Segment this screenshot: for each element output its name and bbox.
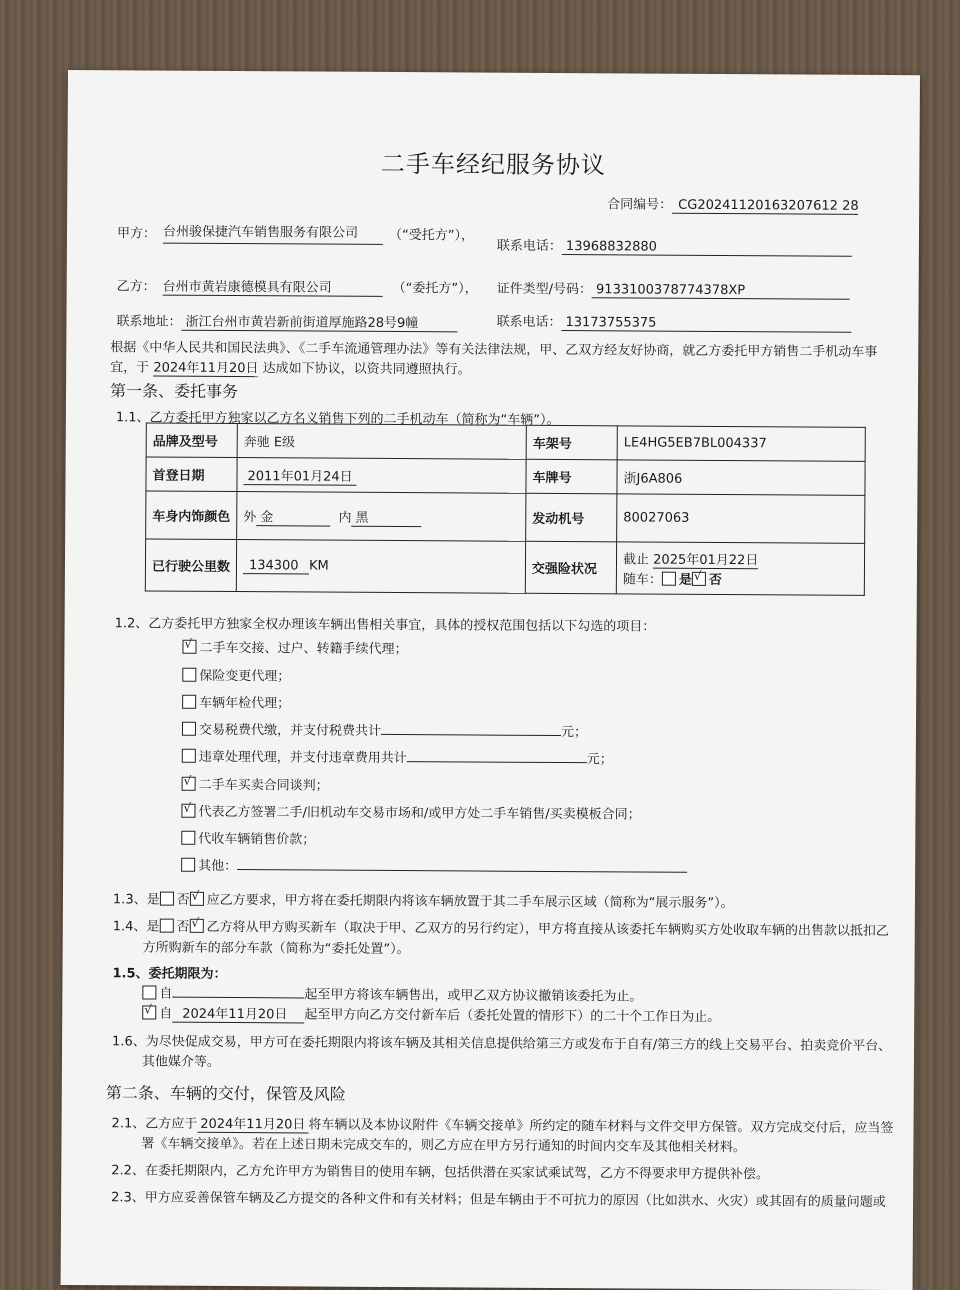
- reg-value: 2011年01月24日: [237, 458, 526, 494]
- vin-value: LE4HG5EB7BL004337: [617, 426, 865, 462]
- mileage-value: 134300 KM: [236, 540, 525, 594]
- address: 联系地址： 浙江台州市黄岩新前街道厚施路28号9幢: [116, 310, 457, 332]
- checkbox[interactable]: [182, 777, 196, 791]
- checkbox[interactable]: [182, 749, 196, 763]
- vin-label: 车架号: [526, 425, 617, 460]
- option-other[interactable]: 其他：: [181, 855, 687, 877]
- party-a-name: 台州骏保捷汽车销售服务有限公司: [163, 223, 383, 245]
- option-collect-payment[interactable]: 代收车辆销售价款；: [181, 828, 315, 848]
- checkbox[interactable]: [181, 831, 195, 845]
- clause-1-2: 1.2、乙方委托甲方独家全权办理该车辆出售相关事宜，具体的授权范围包括以下勾选的项目：: [114, 616, 656, 635]
- engine-label: 发动机号: [526, 493, 617, 542]
- option-annual-inspection[interactable]: 车辆年检代理；: [182, 692, 290, 712]
- contract-number: 合同编号： CG20241120163207612 28: [607, 197, 859, 214]
- reg-label: 首登日期: [146, 457, 237, 492]
- plate-label: 车牌号: [526, 459, 617, 494]
- engine-value: 80027063: [617, 494, 865, 544]
- party-a-role: （“受托方”），: [388, 227, 475, 244]
- option-transfer[interactable]: √二手车交接、过户、转籍手续代理；: [182, 637, 407, 657]
- showcase-no-checkbox[interactable]: [190, 892, 204, 906]
- clause-2-1: 2.1、乙方应于 2024年11月20日 将车辆以及本协议附件《车辆交接单》所约定的随车材料与文件交甲方保管。双方完成交付后，应当签: [112, 1112, 894, 1137]
- clause-1-6-line-1: 1.6、为尽快促成交易，甲方可在委托期限内将该车辆及其相关信息提供给第三方或发布于自有/第三方的线上交易平台、拍卖竞价平台、: [112, 1034, 892, 1055]
- new-car-yes-checkbox[interactable]: [159, 919, 173, 933]
- brand-label: 品牌及型号: [146, 423, 237, 458]
- insurance-yes-checkbox[interactable]: [662, 572, 676, 586]
- clause-1-5: 1.5、委托期限为：: [112, 966, 227, 982]
- plate-value: 浙J6A806: [617, 460, 865, 496]
- party-b-phone: 联系电话： 13173755375: [496, 311, 851, 333]
- clause-2-2: 2.2、在委托期限内，乙方允许甲方为销售目的使用车辆，包括供潜在买家试乘试驾，乙方不得要求甲方提供补偿。: [111, 1163, 769, 1183]
- insurance-value: 截止 2025年01月22日 随车： 是√ 否: [616, 542, 864, 596]
- intro-line-2: 宜，于 2024年11月20日 达成如下协议，以资共同遵照执行。: [110, 356, 471, 378]
- section-2-heading: 第二条、车辆的交付，保管及风险: [105, 1083, 346, 1104]
- clause-1-3: 1.3、是 否√ 应乙方要求，甲方将在委托期限内将该车辆放置于其二手车展示区域（简称为“展示服务”）。: [113, 888, 734, 911]
- clause-2-1-line-2: 署《车辆交接单》。若在上述日期未完成交车的，则乙方应在甲方另行通知的时间内交车及其他相关材料。: [141, 1136, 746, 1156]
- term-option-1: 自 起至甲方将该车辆售出，或甲乙双方协议撤销该委托为止。: [142, 982, 642, 1004]
- checkbox[interactable]: [182, 640, 196, 654]
- party-a-label: 甲方：: [116, 226, 157, 242]
- party-b-label: 乙方：: [116, 279, 156, 295]
- option-tax-payment[interactable]: 交易税费代缴，并支付税费共计 元；: [182, 719, 587, 740]
- term-option-1-checkbox[interactable]: [142, 985, 156, 999]
- checkbox[interactable]: [181, 858, 195, 872]
- option-insurance-change[interactable]: 保险变更代理；: [182, 665, 290, 685]
- clause-1-4-line-2: 方所购新车的部分车款（简称为“委托处置”）。: [142, 940, 410, 958]
- insurance-no-checkbox[interactable]: [692, 572, 706, 586]
- brand-value: 奔驰 E级: [237, 424, 526, 460]
- checkbox[interactable]: [181, 804, 195, 818]
- table-row: [146, 457, 865, 495]
- party-b-name: 台州市黄岩康德模具有限公司: [163, 276, 383, 297]
- clause-1-1: 1.1、乙方委托甲方独家以乙方名义销售下列的二手机动车（简称为“车辆”）。: [115, 410, 560, 429]
- party-a-phone: 联系电话： 13968832880: [497, 235, 852, 257]
- insurance-label: 交强险状况: [525, 541, 616, 594]
- checkbox[interactable]: [182, 668, 196, 682]
- mileage-label: 已行驶公里数: [145, 539, 236, 592]
- table-row: [146, 423, 865, 461]
- term-option-2-checkbox[interactable]: [142, 1005, 156, 1019]
- checkbox[interactable]: [182, 695, 196, 709]
- option-negotiation[interactable]: √二手车买卖合同谈判；: [182, 774, 329, 794]
- party-b-id: 证件类型/号码： 9133100378774378XP: [497, 278, 851, 300]
- term-option-2: √自 2024年11月20日 起至甲方向乙方交付新车后（委托处置的情形下）的二十个工作日为止。: [142, 1002, 720, 1026]
- document-title: 二手车经纪服务协议: [380, 149, 607, 180]
- clause-1-6-line-2: 其他媒介等。: [141, 1054, 221, 1070]
- new-car-no-checkbox[interactable]: [189, 919, 203, 933]
- contract-paper: [61, 70, 920, 1290]
- color-value: 外 金 内 黑: [237, 492, 526, 542]
- table-row: [145, 539, 864, 595]
- party-b-role: （“委托方”），: [392, 280, 478, 297]
- contract-number-value: CG20241120163207612 28: [672, 198, 858, 215]
- option-sign-contract[interactable]: √代表乙方签署二手/旧机动车交易市场和/或甲方处二手车销售/买卖模板合同；: [181, 801, 640, 823]
- clause-1-4: 1.4、是 否√ 乙方将从甲方购买新车（取决于甲、乙双方的另行约定），甲方将直接从该委托车辆购买方处收取车辆的出售款以抵扣乙: [113, 915, 889, 939]
- vehicle-table: [145, 422, 866, 595]
- table-row: [146, 491, 865, 543]
- showcase-yes-checkbox[interactable]: [160, 892, 174, 906]
- checkbox[interactable]: [182, 722, 196, 736]
- option-violation[interactable]: 违章处理代理，并支付违章费用共计 元；: [182, 746, 613, 768]
- clause-2-3: 2.3、甲方应妥善保管车辆及乙方提交的各种文件和有关材料；但是车辆由于不可抗力的原因（比如洪水、火灾）或其固有的质量问题或: [111, 1190, 886, 1211]
- section-1-heading: 第一条、委托事务: [109, 381, 239, 402]
- color-label: 车身内饰颜色: [146, 491, 237, 540]
- intro-line-1: 根据《中华人民共和国民法典》、《二手车流通管理办法》等有关法律法规，甲、乙双方经友好协商，就乙方委托甲方销售二手机动车事: [110, 340, 878, 360]
